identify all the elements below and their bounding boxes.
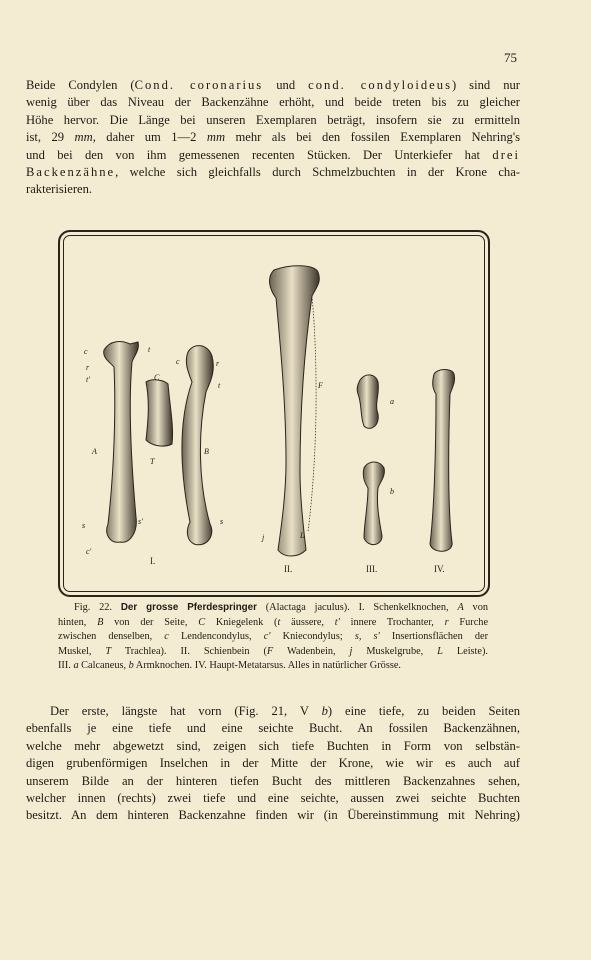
figure-caption [58, 601, 488, 674]
figure-frame [58, 230, 490, 597]
label-F: F [318, 381, 323, 390]
text-line: welche mehr abgewetzt sind, zeigen sich tiefe Buchten in Form von selbstän- [26, 738, 520, 753]
label-B: B [204, 447, 209, 456]
text-line: Beide Condylen (Cond. coronarius und cond. condyloideus) sind nur [26, 78, 520, 92]
label-L: L [300, 531, 305, 540]
calcaneus [357, 375, 378, 428]
text-line: Backenzähne, welche sich gleichfalls durch Schmelzbuchten in der Krone cha- [26, 165, 520, 180]
label-t-prime: t' [86, 375, 90, 384]
label-c: c [84, 347, 88, 356]
label-s: s [82, 521, 86, 530]
text-line: wenig über das Niveau der Backenzähne erhöht, und beide treten bis zu gleicher [26, 95, 520, 110]
paragraph-bottom [26, 703, 520, 825]
caption-line: III. a Calcaneus, b Armknochen. IV. Haupt-Metatarsus. Alles in natürlicher Grösse. [58, 660, 401, 672]
text-line: ist, 29 mm, daher um 1—2 mm mehr als bei den fossilen Exemplaren Nehring's [26, 130, 520, 145]
arm-bone [363, 462, 384, 545]
text-line: rakterisieren. [26, 182, 93, 197]
label-s-prime: s' [138, 517, 143, 526]
label-c-prime: c' [86, 547, 92, 556]
caption-line: Fig. 22. Der grosse Pferdespringer (Alactaga jaculus). I. Schenkelknochen, A von [74, 602, 488, 613]
label-r: r [86, 363, 90, 372]
caption-line: Muskel, T Trachlea). II. Schienbein (F Wadenbein, j Muskelgrube, L Leiste). [58, 645, 488, 657]
roman-numeral-I: I. [150, 556, 156, 566]
text-line: Der erste, längste hat vorn (Fig. 21, V b) eine tiefe, zu beiden Seiten [50, 704, 520, 718]
caption-line: hinten, B von der Seite, C Kniegelenk (t äussere, t' innere Trochanter, r Furche [58, 616, 489, 628]
femur-side-view [182, 346, 213, 545]
text-line: ebenfalls je eine tiefe und eine seichte Bucht. An fossilen Backenzähnen, [26, 721, 520, 736]
text-line: welcher innen (rechts) zwei tiefe und eine seichte, aussen zwei seichte Buchten [26, 791, 520, 806]
roman-numeral-III: III. [366, 564, 378, 574]
label-a: a [390, 397, 394, 406]
label-b: b [390, 487, 394, 496]
roman-numeral-IV: IV. [434, 564, 445, 574]
label-c-side: c [176, 357, 180, 366]
paragraph-top [26, 77, 520, 199]
fibula-line [308, 296, 316, 532]
label-r-side: r [216, 359, 220, 368]
page-number: 75 [504, 50, 517, 65]
text-line: und bei den von ihm gemessenen recenten Stücken. Der Unterkiefer hat drei [26, 147, 520, 162]
text-line: Höhe hervor. Die Länge bei unseren Exemplaren beträgt, insofern sie zu ermitteln [26, 112, 520, 127]
caption-line: zwischen denselben, c Lendencondylus, c' Kniecondylus; s, s' Insertionsflächen der [58, 631, 488, 643]
label-t-side: t [218, 381, 221, 390]
bone-illustration [60, 232, 488, 595]
trochlea-fragment [146, 380, 173, 446]
metatarsus [430, 370, 455, 552]
tibia [270, 266, 320, 556]
label-T: T [150, 457, 155, 466]
femur-rear-view [104, 342, 139, 543]
roman-numeral-II: II. [284, 564, 293, 574]
label-j: j [262, 533, 265, 542]
text-line: digen grubenförmigen Inselchen in der Mitte der Krone, wie wir es auch auf [26, 756, 520, 771]
label-A: A [92, 447, 97, 456]
label-t: t [148, 345, 151, 354]
text-line: besitzt. An dem hinteren Backenzahne finden wir (in Übereinstimmung mit Nehring) [26, 808, 520, 823]
label-C: C [154, 373, 160, 382]
label-s-side: s [220, 517, 224, 526]
text-line: unserem Bilde an der hinteren tiefen Bucht des mittleren Backenzahnes sehen, [26, 773, 520, 788]
